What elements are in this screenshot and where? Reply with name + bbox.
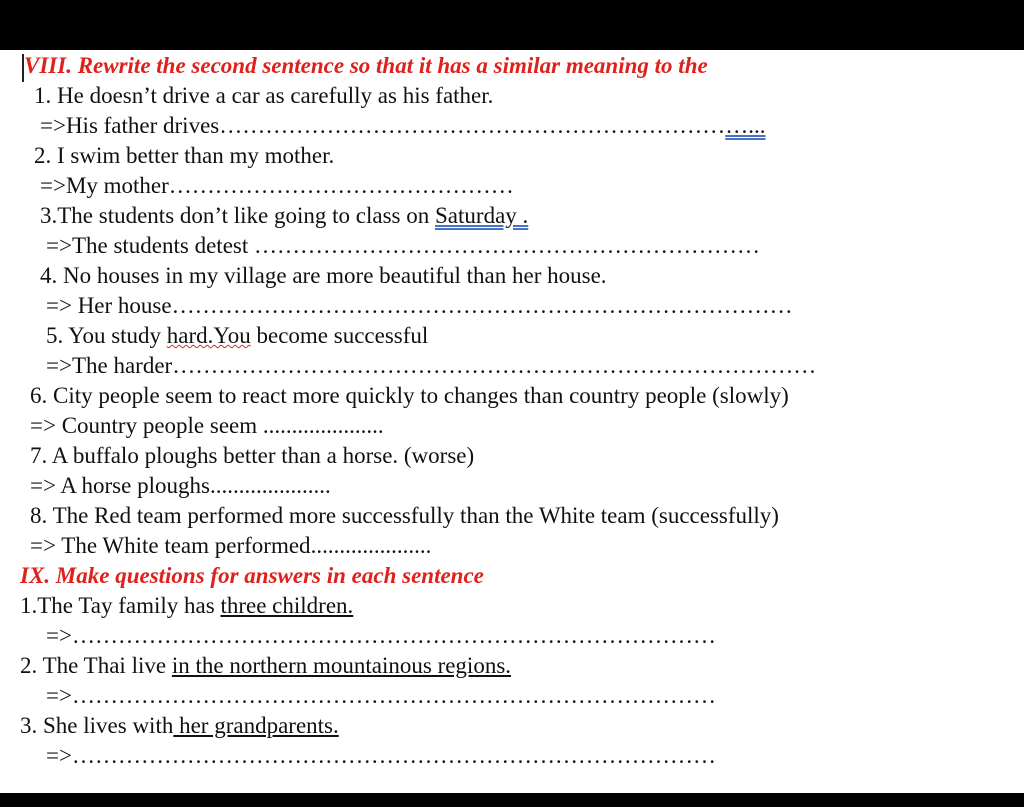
s9-q3-underlined: her grandparents. [173, 713, 339, 738]
s8-a4-prefix: => Her house [46, 293, 172, 318]
s8-a1-prefix: =>His father drives [40, 113, 220, 138]
section-9-title: IX. Make questions for answers in each sentence [20, 563, 484, 588]
s8-a8-blank: ..................... [310, 533, 432, 558]
s9-a1-blank: ………………………………………………………………………… [71, 623, 716, 648]
s8-a7-prefix: => A horse ploughs [30, 473, 210, 498]
s9-a2-prefix: => [46, 683, 72, 708]
s9-q3-text: 3. She lives with [20, 713, 174, 738]
s8-a2-prefix: =>My mother [40, 173, 169, 198]
s8-a3-prefix: =>The students detest [46, 233, 254, 258]
s9-q1 [20, 592, 353, 620]
s8-a6-blank: ..................... [262, 413, 384, 438]
s8-a2 [40, 172, 514, 200]
s9-a2 [46, 682, 716, 710]
s8-a3-blank: ………………………………………………………… [254, 233, 760, 258]
s8-a1-blank: ………………………………………………………… [219, 113, 726, 138]
s8-q3 [40, 202, 528, 230]
s8-a3 [46, 232, 760, 260]
s8-a1 [40, 112, 765, 140]
s8-q5 [46, 322, 428, 350]
s9-a3 [46, 742, 716, 770]
s8-q3-underlined: Saturday . [435, 203, 529, 228]
s9-q1-text: 1.The Tay family has [20, 593, 221, 618]
s9-q1-underlined: three children. [220, 593, 354, 618]
s8-q6: 6. City people seem to react more quickly to changes than country people (slowly) [30, 383, 789, 408]
s8-a4-blank: ……………………………………………………………………… [171, 293, 793, 318]
s9-a1 [46, 622, 716, 650]
s8-q5-underlined: hard.You [166, 323, 251, 348]
section-8-title: VIII. Rewrite the second sentence so that it has a similar meaning to the [24, 53, 708, 78]
s8-a7 [30, 472, 331, 500]
s8-q5-text-end: become successful [250, 323, 429, 348]
s9-q3 [20, 712, 339, 740]
s8-a5 [46, 352, 816, 380]
s9-a3-prefix: => [46, 743, 72, 768]
s9-q2-text: 2. The Thai live [20, 653, 172, 678]
s9-q2 [20, 652, 511, 680]
s8-a4 [46, 292, 793, 320]
s8-a8 [30, 532, 431, 560]
worksheet [0, 50, 1024, 793]
s8-a6-prefix: => Country people seem [30, 413, 263, 438]
s8-q7: 7. A buffalo ploughs better than a horse. (worse) [30, 443, 475, 468]
s8-q3-text: 3.The students don’t like going to class on [40, 203, 436, 228]
s8-a7-blank: ..................... [209, 473, 331, 498]
s8-a6 [30, 412, 384, 440]
s8-a5-prefix: =>The harder [46, 353, 173, 378]
s8-q1: 1. He doesn’t drive a car as carefully as his father. [34, 83, 494, 108]
s9-a1-prefix: => [46, 623, 72, 648]
s9-a2-blank: ………………………………………………………………………… [71, 683, 716, 708]
s9-q2-underlined: in the northern mountainous regions. [171, 653, 512, 678]
s8-a8-prefix: => The White team performed [30, 533, 311, 558]
s9-a3-blank: ………………………………………………………………………… [71, 743, 716, 768]
s8-q4: 4. No houses in my village are more beautiful than her house. [40, 263, 607, 288]
s8-a1-blank-tail: …... [725, 113, 766, 138]
s8-a5-blank: ………………………………………………………………………… [172, 353, 817, 378]
s8-a2-blank: ……………………………………… [168, 173, 514, 198]
s8-q5-text: 5. You study [46, 323, 167, 348]
s8-q8: 8. The Red team performed more successfully than the White team (successfully) [30, 503, 779, 528]
s8-q2: 2. I swim better than my mother. [34, 143, 335, 168]
